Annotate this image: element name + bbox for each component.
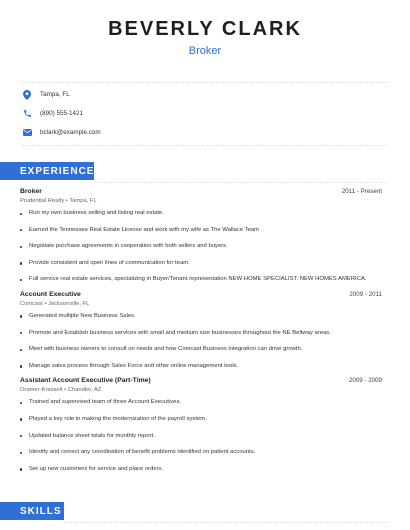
phone-icon [22,109,32,119]
bullet-item: Generated multiple New Business Sales. [20,313,382,320]
contact-phone-text: (890) 555-1421 [40,110,84,117]
contact-email [22,123,388,142]
section-heading-skills: SKILLS [0,502,64,520]
bullet-item: Trained and supervised team of three Account Executives. [20,399,382,406]
job-bullets [20,313,382,370]
experience-list [20,188,382,482]
job-title: Account Executive [20,290,81,298]
contact-phone [22,104,388,123]
job-company: Oramer-Krasselt [20,387,63,394]
job-company-line: Oramer-Krasselt • Chandler, AZ [20,387,102,394]
contact-list [22,82,388,142]
job-title: Broker [20,188,42,195]
job-location: Chandler, AZ [67,387,102,394]
bullet-item: Negotiate purchase agreements in cooperation with both sellers and buyers. [20,243,382,250]
contact-email-text: bclark@example.com [40,129,101,136]
job-title: Assistant Account Executive (Part-Time) [20,377,151,385]
job-company: Comcast [20,300,43,307]
bullet-item: Identify and correct any coordination of benefit problems identified on patient accounts. [20,449,382,456]
bullet-item: Promote and Establish business services with small and medium size businesses throughout the NE Beltway areas. [20,330,382,337]
mail-icon [22,128,32,138]
location-pin-icon [22,90,32,100]
candidate-title: Broker [188,45,222,57]
job-location: Jacksonville, FL [48,300,90,307]
bullet-item: Provide consistent and open lines of communication for team. [20,260,382,267]
job-dates: 2009 - 2011 [349,290,382,298]
resume-header [0,18,410,57]
job-entry [20,377,382,472]
bullet-item: Updated balance sheet totals for monthly report. [20,433,382,440]
bullet-item: Set up new customers for service and place orders. [20,466,382,473]
section-heading-experience: EXPERIENCE [0,162,94,180]
bullet-item: Meet with business owners to consult on needs and how Comcast Business integration can drive growth. [20,346,382,353]
experience-divider [94,182,388,183]
contact-location [22,85,388,104]
bullet-item: Full service real estate services, specializing in Buyer/Tenant representation NEW HOME SPECIALIST: NEW HOMES AMERICA. [20,276,382,283]
job-bullets [20,210,382,283]
candidate-name: BEVERLY CLARK [108,18,302,40]
job-bullets [20,399,382,472]
bullet-item: Played a key role in making the modernization of the payroll system. [20,416,382,423]
skills-divider [64,522,388,523]
contact-divider [22,145,388,146]
job-dates: 2009 - 2009 [348,377,382,385]
bullet-item: Run my own business selling and listing real estate. [20,210,382,217]
job-dates: 2011 - Present [341,188,382,195]
job-company-line: Prudential Realty • Tampa, FL [20,198,97,204]
job-company-line: Comcast • Jacksonville, FL [20,300,90,307]
job-company: Prudential Realty [20,198,65,204]
job-entry [20,188,382,283]
bullet-item: Manage sales process through Sales Force and other online management tools. [20,363,382,370]
bullet-item: Earned the Tennessee Real Estate License and work with my wife as The Wallace Team [20,227,382,234]
contact-location-text: Tampa, FL [40,91,70,98]
job-entry [20,291,382,370]
job-location: Tampa, FL [69,198,97,204]
